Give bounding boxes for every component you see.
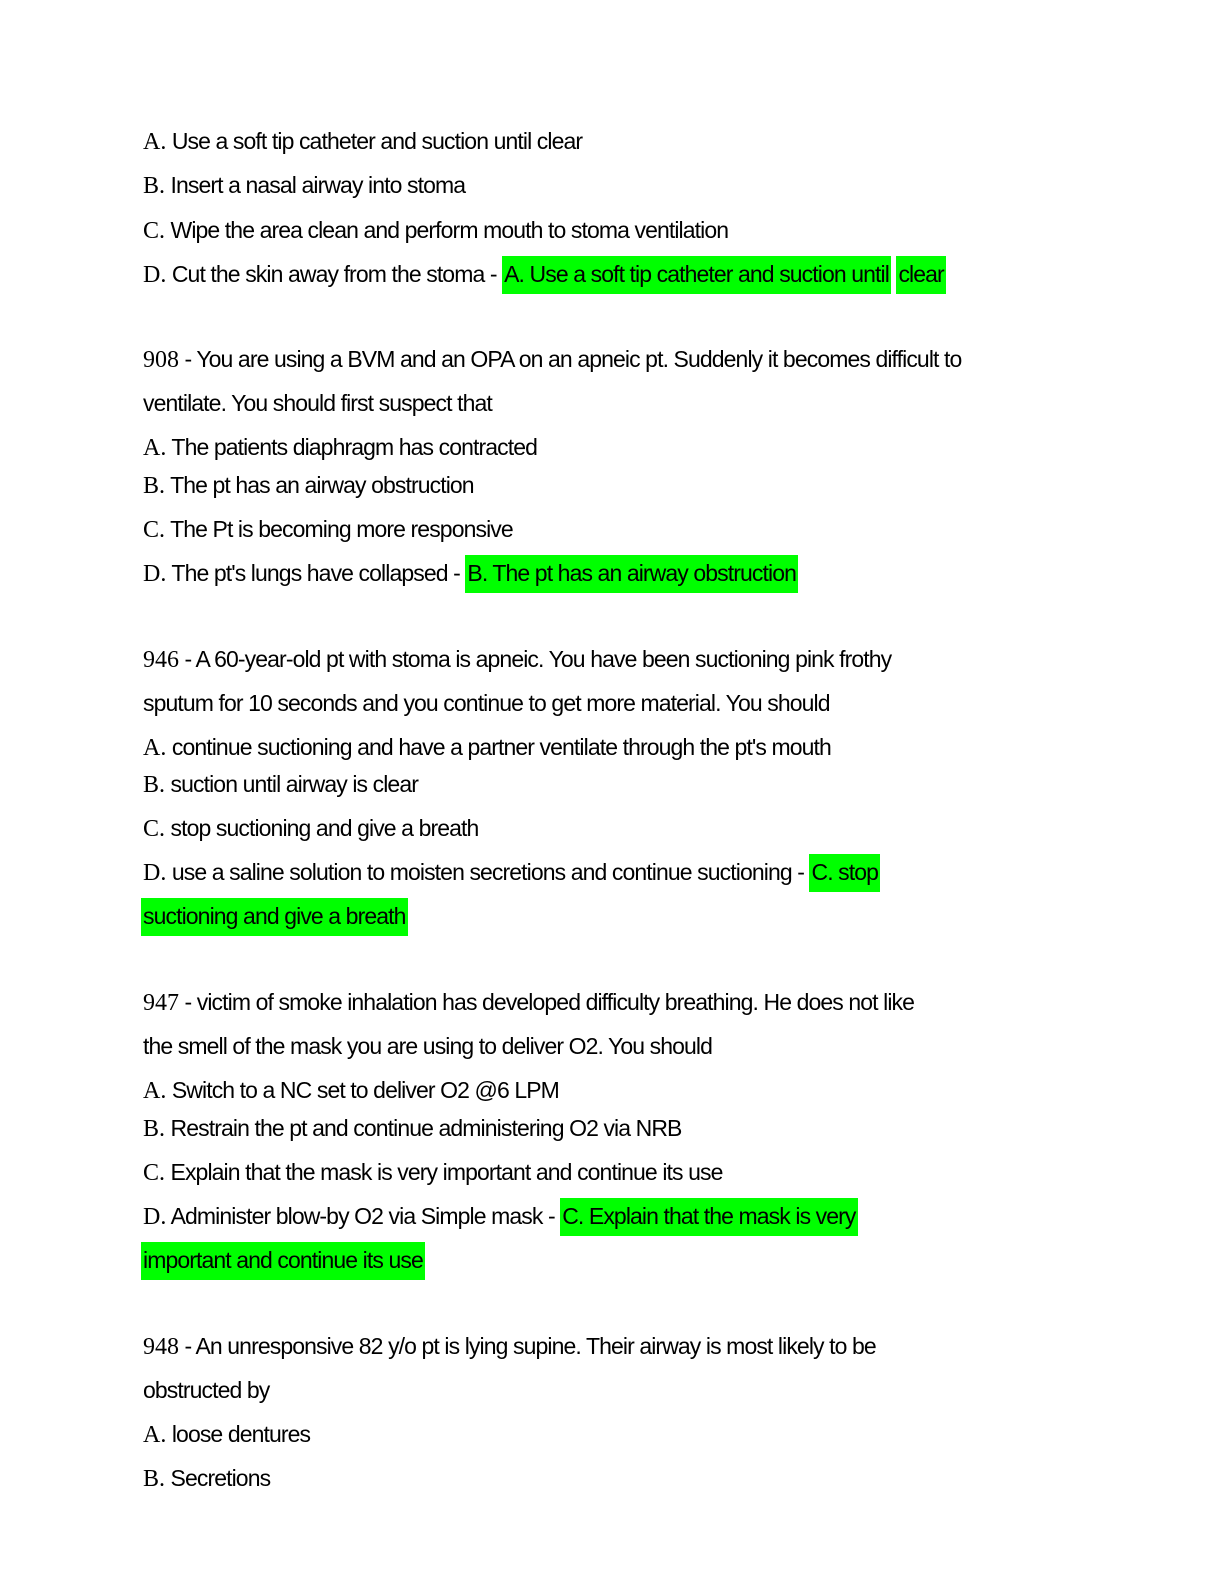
answer-highlight-continued: suctioning and give a breath [141,898,408,936]
q948-option-b [143,1464,270,1493]
question-stem: - victim of smoke inhalation has developed difficulty breathing. He does not like [179,989,915,1015]
option-text: Administer blow-by O2 via Simple mask - [170,1203,561,1229]
question-stem: - An unresponsive 82 y/o pt is lying supine. Their airway is most likely to be [179,1333,876,1359]
option-letter: D. [143,1204,167,1230]
q948-stem-line-1 [143,1332,876,1361]
question-stem: ventilate. You should first suspect that [143,390,492,416]
option-letter: B. [143,1466,166,1492]
q946-stem-line-2 [143,689,830,717]
question-number: 946 [143,647,179,673]
answer-highlight: B. The pt has an airway obstruction [465,555,798,593]
option-text: Switch to a NC set to deliver O2 @6 LPM [171,1077,559,1103]
option-text: continue suctioning and have a partner ventilate through the pt's mouth [171,734,831,760]
option-text: The pt's lungs have collapsed - [171,560,466,586]
option-text: stop suctioning and give a breath [170,815,479,841]
q-prev-option-d [143,260,946,289]
option-letter: C. [143,517,166,543]
q946-answer-continued [141,902,408,930]
option-letter: A. [143,129,167,155]
option-text: loose dentures [171,1421,311,1447]
question-stem: obstructed by [143,1377,270,1403]
q947-stem-line-1 [143,988,914,1017]
question-number: 947 [143,990,179,1016]
question-stem: the smell of the mask you are using to deliver O2. You should [143,1033,713,1059]
option-letter: B. [143,173,166,199]
option-text: Secretions [170,1465,271,1491]
q948-stem-line-2 [143,1376,269,1404]
option-letter: A. [143,435,167,461]
option-text: Cut the skin away from the stoma - [171,261,503,287]
question-stem: - You are using a BVM and an OPA on an apneic pt. Suddenly it becomes difficult to [179,346,962,372]
q946-option-d [143,858,880,887]
q947-option-a [143,1076,559,1105]
option-letter: C. [143,218,166,244]
option-text: Wipe the area clean and perform mouth to stoma ventilation [170,217,729,243]
option-text: The patients diaphragm has contracted [171,434,538,460]
option-letter: D. [143,561,167,587]
option-text: Restrain the pt and continue administering O2 via NRB [170,1115,682,1141]
option-letter: B. [143,1116,166,1142]
q908-option-b [143,471,474,500]
option-text: Insert a nasal airway into stoma [170,172,466,198]
q-prev-option-b [143,171,465,200]
option-letter: C. [143,1160,166,1186]
q948-option-a [143,1420,310,1449]
q947-option-b [143,1114,682,1143]
q908-stem-line-1 [143,345,961,374]
q947-answer-continued [141,1246,425,1274]
option-letter: D. [143,860,167,886]
q947-option-c [143,1158,723,1187]
option-letter: D. [143,262,167,288]
q908-option-a [143,433,537,462]
q946-option-b [143,770,418,799]
q-prev-option-c [143,216,728,245]
q908-stem-line-2 [143,389,492,417]
answer-highlight: C. stop [809,854,880,892]
question-stem: - A 60-year-old pt with stoma is apneic. You have been suctioning pink frothy [179,646,892,672]
q947-option-d [143,1202,858,1231]
option-text: use a saline solution to moisten secretions and continue suctioning - [171,859,810,885]
option-text: The Pt is becoming more responsive [170,516,513,542]
q-prev-option-a [143,127,582,156]
question-stem: sputum for 10 seconds and you continue to get more material. You should [143,690,830,716]
option-text: Use a soft tip catheter and suction until clear [171,128,583,154]
answer-highlight: C. Explain that the mask is very [560,1198,857,1236]
option-letter: A. [143,1078,167,1104]
question-number: 908 [143,347,179,373]
option-letter: B. [143,772,166,798]
q946-stem-line-1 [143,645,891,674]
answer-highlight-continued: clear [896,256,945,294]
option-text: suction until airway is clear [170,771,418,797]
q947-stem-line-2 [143,1032,712,1060]
option-letter: A. [143,735,167,761]
option-letter: B. [143,473,166,499]
q908-option-d [143,559,798,588]
q908-option-c [143,515,513,544]
q946-option-c [143,814,478,843]
question-number: 948 [143,1334,179,1360]
option-letter: C. [143,816,166,842]
option-letter: A. [143,1422,167,1448]
option-text: Explain that the mask is very important and continue its use [170,1159,723,1185]
answer-highlight-continued: important and continue its use [141,1242,425,1280]
q946-option-a [143,733,831,762]
option-text: The pt has an airway obstruction [170,472,474,498]
answer-highlight: A. Use a soft tip catheter and suction until [502,256,891,294]
